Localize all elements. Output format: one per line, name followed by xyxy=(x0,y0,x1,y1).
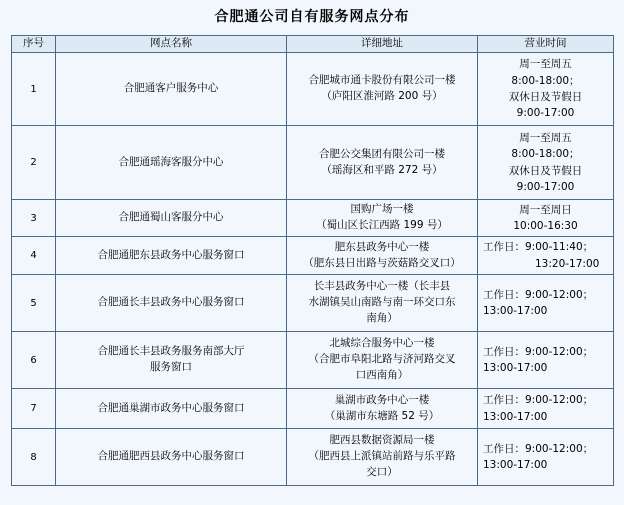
service-outlet-table xyxy=(11,35,614,486)
cell-address xyxy=(287,200,478,237)
table-row xyxy=(12,389,614,429)
cell-name xyxy=(56,275,287,332)
address-line: 口西南角） xyxy=(355,368,409,381)
address-line: 交口） xyxy=(366,465,398,478)
address-line: （瑶海区和平路 272 号） xyxy=(321,163,443,176)
cell-hours xyxy=(478,332,614,389)
address-line: （巢湖市东塘路 52 号） xyxy=(324,409,440,422)
name-line: 合肥通肥西县政务中心服务窗口 xyxy=(97,450,245,463)
cell-seq: 1 xyxy=(12,53,56,126)
page-title: 合肥通公司自有服务网点分布 xyxy=(214,9,410,25)
cell-address xyxy=(287,389,478,429)
hours-line: 13:00-17:00 xyxy=(483,305,548,317)
address-line: 国购广场一楼 xyxy=(350,203,414,216)
hours-line: 10:00-16:30 xyxy=(513,220,578,232)
name-line: 服务窗口 xyxy=(150,361,192,373)
hours-line: 周一至周五 xyxy=(519,131,572,144)
hours-line: 13:00-17:00 xyxy=(483,362,548,374)
cell-address xyxy=(287,237,478,275)
address-line: 合肥城市通卡股份有限公司一楼 xyxy=(308,74,456,87)
address-line: （庐阳区淮河路 200 号） xyxy=(321,90,443,102)
hours-line: 9:00-17:00 xyxy=(516,107,575,120)
hours-line: 13:00-17:00 xyxy=(483,410,548,423)
address-line: 肥东县政务中心一楼 xyxy=(334,240,430,253)
cell-seq: 6 xyxy=(12,332,56,389)
cell-hours xyxy=(478,429,614,486)
cell-seq: 5 xyxy=(12,275,56,332)
cell-hours xyxy=(478,200,614,237)
hours-line: 9:00-17:00 xyxy=(516,180,575,193)
name-line: 合肥通长丰县政务服务南部大厅 xyxy=(97,345,245,358)
table-header-row xyxy=(12,36,614,53)
cell-name xyxy=(56,200,287,237)
table-row xyxy=(12,126,614,200)
cell-name xyxy=(56,126,287,200)
hours-line: 工作日：9:00-12:00； xyxy=(483,288,594,301)
cell-hours xyxy=(478,126,614,200)
cell-address xyxy=(287,126,478,200)
cell-name xyxy=(56,429,287,486)
cell-hours xyxy=(478,389,614,429)
table-row xyxy=(12,429,614,486)
header-hours: 营业时间 xyxy=(478,36,614,53)
name-line: 合肥通瑶海客服分中心 xyxy=(118,155,224,168)
address-line: （肥西县上派镇站前路与乐平路 xyxy=(308,450,456,463)
cell-address xyxy=(287,53,478,126)
cell-name xyxy=(56,237,287,275)
address-line: 巢湖市政务中心一楼 xyxy=(334,393,430,406)
cell-hours xyxy=(478,237,614,275)
cell-seq: 8 xyxy=(12,429,56,486)
address-line: （合肥市阜阳北路与济河路交叉 xyxy=(308,353,456,366)
cell-seq: 7 xyxy=(12,389,56,429)
header-name: 网点名称 xyxy=(56,36,287,53)
name-line: 合肥通肥东县政务中心服务窗口 xyxy=(97,248,245,261)
hours-line: 工作日：9:00-11:40； xyxy=(483,241,594,254)
address-line: （蜀山区长江西路 199 号） xyxy=(316,219,448,231)
hours-line: 13:00-17:00 xyxy=(483,459,548,471)
cell-seq: 4 xyxy=(12,237,56,275)
hours-line: 双休日及节假日 xyxy=(508,91,583,103)
cell-seq: 3 xyxy=(12,200,56,237)
hours-line: 8:00-18:00； xyxy=(511,148,580,161)
hours-line: 8:00-18:00； xyxy=(511,74,580,87)
address-line: （肥东县日出路与茨菇路交叉口） xyxy=(303,256,461,269)
cell-name xyxy=(56,389,287,429)
table-row xyxy=(12,53,614,126)
address-line: 合肥公交集团有限公司一楼 xyxy=(319,147,445,160)
table-row xyxy=(12,200,614,237)
cell-name xyxy=(56,332,287,389)
hours-line: 周一至周五 xyxy=(519,58,572,71)
hours-line: 工作日：9:00-12:00； xyxy=(483,442,594,455)
name-line: 合肥通蜀山客服分中心 xyxy=(118,211,224,224)
cell-seq: 2 xyxy=(12,126,56,200)
header-address: 详细地址 xyxy=(287,36,478,53)
table-row xyxy=(12,332,614,389)
cell-address xyxy=(287,429,478,486)
cell-hours xyxy=(478,275,614,332)
header-seq: 序号 xyxy=(12,36,56,53)
address-line: 水湖镇吴山南路与南一环交口东 xyxy=(308,296,456,309)
address-line: 南角） xyxy=(366,311,398,324)
address-line: 肥西县数据资源局一楼 xyxy=(329,434,435,447)
cell-hours xyxy=(478,53,614,126)
table-row xyxy=(12,237,614,275)
hours-line: 13:20-17:00 xyxy=(535,257,600,270)
hours-line: 周一至周日 xyxy=(519,203,572,216)
name-line: 合肥通巢湖市政务中心服务窗口 xyxy=(97,401,245,414)
cell-address xyxy=(287,275,478,332)
hours-line: 工作日：9:00-12:00； xyxy=(483,394,594,407)
cell-name xyxy=(56,53,287,126)
address-line: 长丰县政务中心一楼（长丰县 xyxy=(313,280,451,293)
hours-line: 工作日：9:00-12:00； xyxy=(483,345,594,358)
cell-address xyxy=(287,332,478,389)
table-row xyxy=(12,275,614,332)
hours-line: 双休日及节假日 xyxy=(508,164,583,177)
name-line: 合肥通客户服务中心 xyxy=(123,82,219,95)
address-line: 北城综合服务中心一楼 xyxy=(329,337,435,350)
name-line: 合肥通长丰县政务中心服务窗口 xyxy=(97,296,245,309)
